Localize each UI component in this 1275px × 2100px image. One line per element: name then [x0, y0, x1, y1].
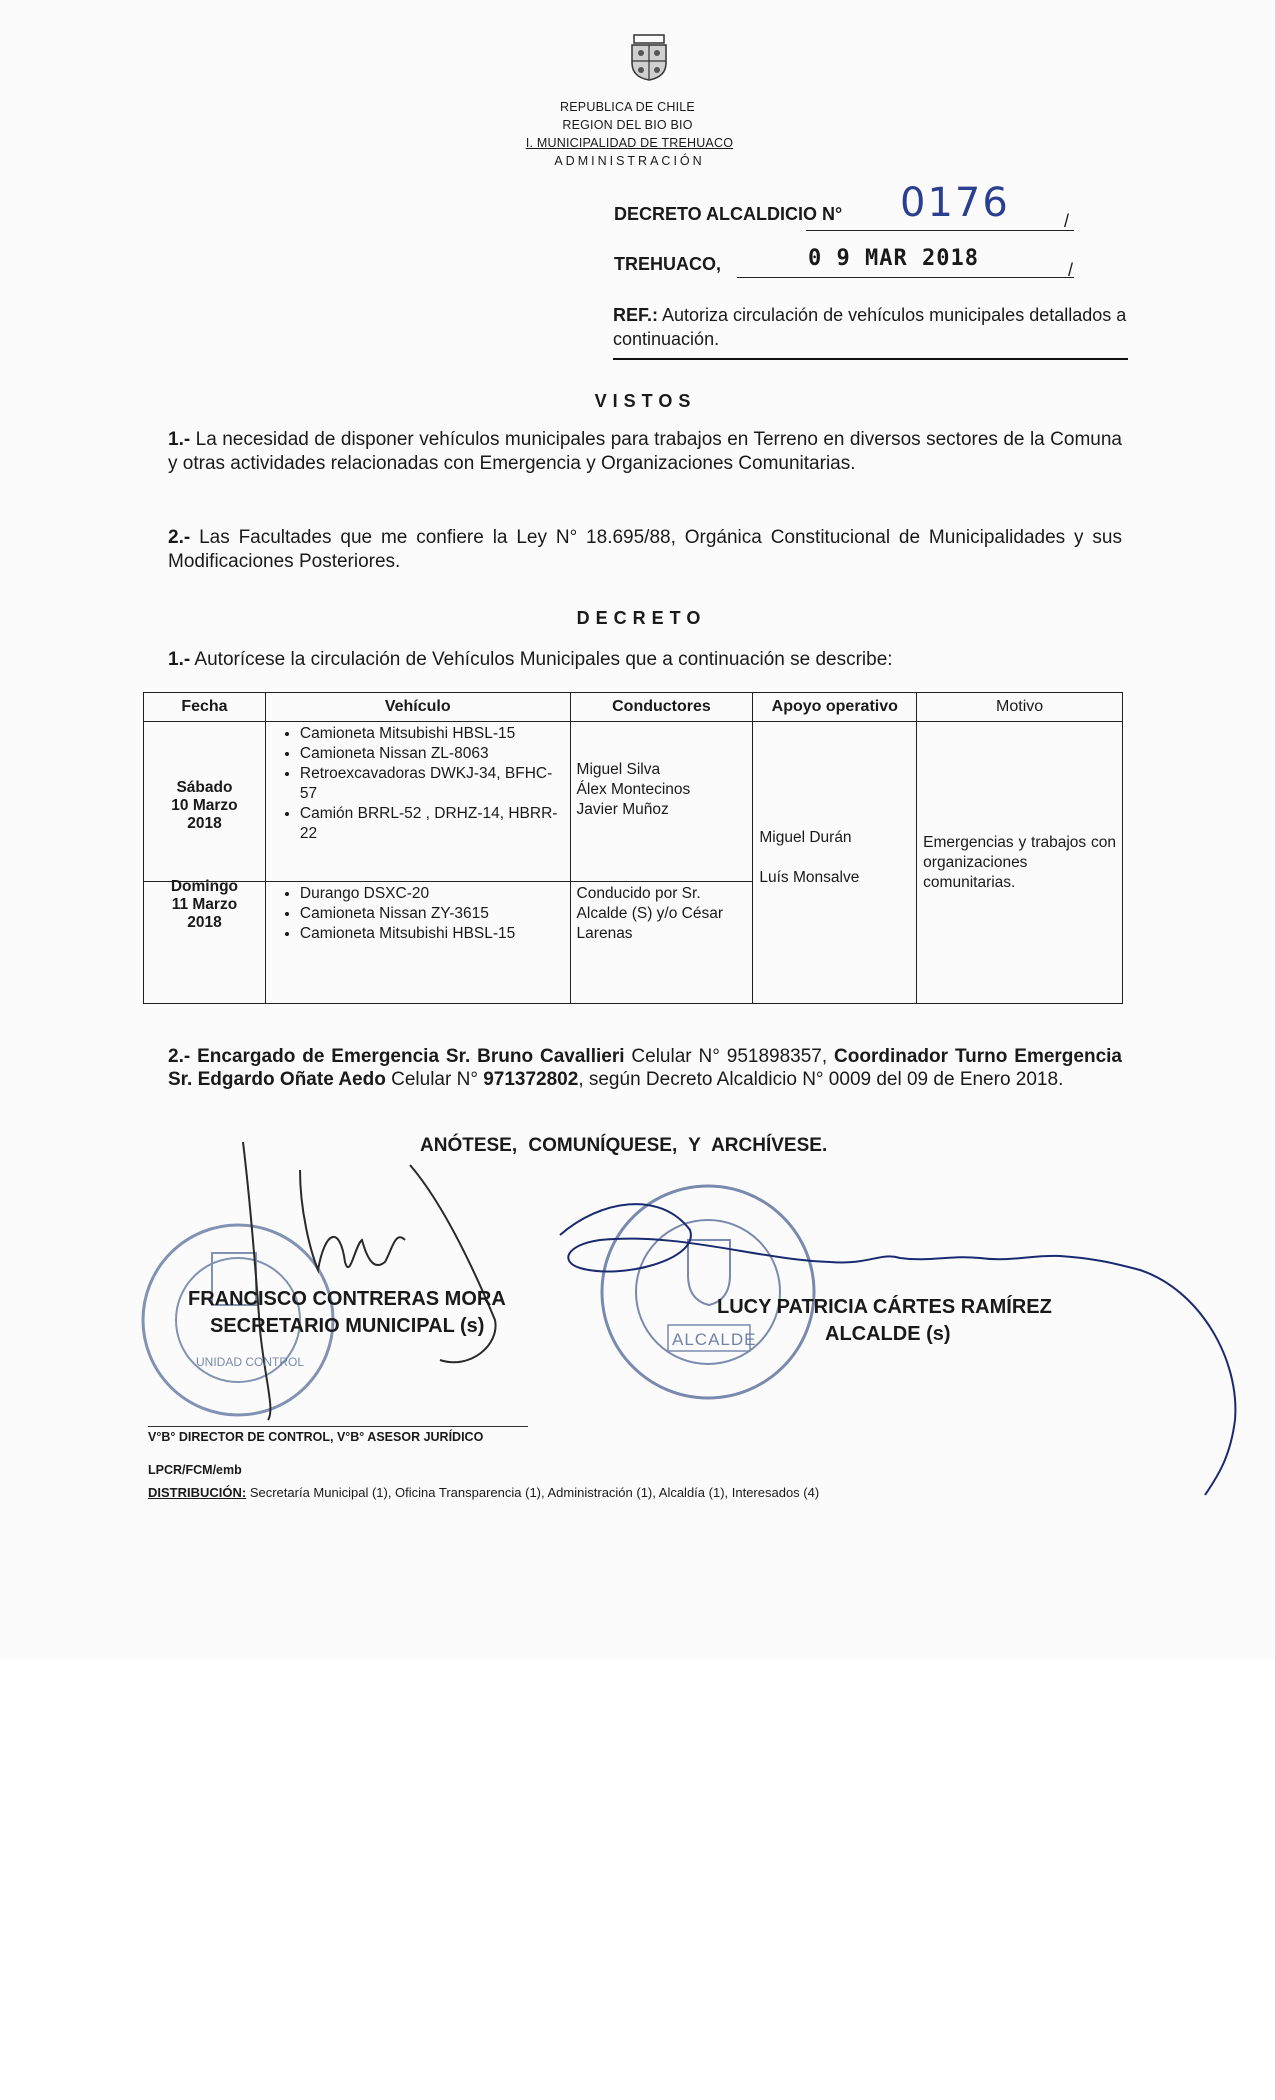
item2-text-c: , según Decreto Alcaldicio N° 0009 del 09 de Enero 2018. — [578, 1069, 1064, 1090]
support-name: Luís Monsalve — [759, 868, 860, 886]
header-department: ADMINISTRACIÓN — [554, 154, 705, 168]
row2-date-year: 2018 — [187, 914, 222, 931]
reference-label: REF.: — [613, 305, 658, 325]
row1-date-day: Sábado — [176, 778, 233, 796]
list-item: • Camioneta Mitsubishi HBSL-15 — [300, 924, 564, 944]
distribution-line — [148, 1485, 819, 1500]
initials: LPCR/FCM/emb — [148, 1463, 242, 1477]
left-stamp-text: UNIDAD CONTROL — [196, 1355, 305, 1369]
vistos-item-2-text: Las Facultades que me confiere la Ley N° 18.695/88, Orgánica Constitucional de Municipalidades y sus Modificaciones Posteriores. — [168, 527, 1122, 572]
header-motivo: Motivo — [917, 693, 1123, 722]
right-stamp-text: ALCALDE — [672, 1330, 757, 1349]
decreto-title: DECRETO — [576, 608, 707, 628]
header-vehiculo: Vehículo — [265, 693, 570, 722]
decree-number-label: DECRETO ALCALDICIO N° — [614, 204, 843, 224]
vb-rule — [148, 1426, 528, 1427]
decree-number-slash: / — [1064, 211, 1070, 231]
driver-name: Javier Muñoz — [576, 801, 669, 818]
closing-formula: ANÓTESE, COMUNÍQUESE, Y ARCHÍVESE. — [420, 1135, 828, 1156]
row1-date-month: 10 Marzo — [171, 796, 238, 814]
row1-date-year: 2018 — [187, 814, 222, 832]
vistos-item-2-number: 2.- — [168, 527, 191, 548]
header-municipality: I. MUNICIPALIDAD DE TREHUACO — [525, 136, 734, 150]
reference-text: Autoriza circulación de vehículos municipales detallados a continuación. — [613, 305, 1127, 349]
place-label: TREHUACO, — [614, 254, 721, 274]
vistos-title: VISTOS — [594, 391, 697, 411]
support-name: Miguel Durán — [759, 828, 852, 846]
header-region: REGION DEL BIO BIO — [562, 118, 693, 132]
right-signer-title: ALCALDE (s) — [825, 1323, 951, 1345]
vistos-item-1-number: 1.- — [168, 429, 191, 450]
vb-line: V°B° DIRECTOR DE CONTROL, V°B° ASESOR JURÍDICO — [148, 1430, 484, 1444]
driver-name: Miguel Silva — [576, 761, 661, 778]
blank-area — [0, 1660, 1275, 2100]
list-item: • Camioneta Nissan ZY-3615 — [300, 904, 564, 924]
list-item: • Camión BRRL-52 , DRHZ-14, HBRR-22 — [300, 804, 564, 844]
header-apoyo: Apoyo operativo — [753, 693, 917, 722]
item2-number: 2.- — [168, 1046, 191, 1067]
list-item: • Retroexcavadoras DWKJ-34, BFHC-57 — [300, 764, 564, 804]
item2-coordinador: Coordinador Turno Emergencia Sr. Edgardo Oñate Aedo — [168, 1046, 1122, 1090]
decreto-item-1-text: Autorícese la circulación de Vehículos Municipales que a continuación se describe: — [194, 649, 893, 670]
header-conductores: Conductores — [570, 693, 753, 722]
right-stamp-icon — [602, 1186, 814, 1398]
item2-text-a: Celular N° 951898357, — [624, 1046, 835, 1067]
item2-text-b: Celular N° — [385, 1069, 484, 1090]
left-signature-scribble — [243, 1142, 496, 1420]
decreto-item-1-number: 1.- — [168, 649, 191, 670]
driver-name: Álex Montecinos — [576, 781, 691, 798]
list-item: • Camioneta Nissan ZL-8063 — [300, 744, 564, 764]
header-fecha: Fecha — [144, 693, 266, 722]
row2-date-month: 11 Marzo — [171, 896, 238, 913]
header-country: REPUBLICA DE CHILE — [560, 100, 695, 114]
right-signature-scribble — [560, 1204, 1235, 1495]
distribution-text: Secretaría Municipal (1), Oficina Transparencia (1), Administración (1), Alcaldía (1), Interesados (4) — [246, 1485, 820, 1500]
decree-number-handwritten: 0176 — [900, 180, 1010, 226]
row2-date-day: Domingo — [170, 878, 239, 895]
right-signer-name: LUCY PATRICIA CÁRTES RAMÍREZ — [717, 1296, 1052, 1318]
row2-drivers: Conducido por Sr. Alcalde (S) y/o César Larenas — [570, 882, 753, 1004]
distribution-label: DISTRIBUCIÓN: — [148, 1485, 247, 1500]
item2-phone: 971372802 — [483, 1069, 579, 1090]
list-item: • Durango DSXC-20 — [300, 884, 564, 904]
date-slash: / — [1068, 260, 1074, 280]
item2-encargado: Encargado de Emergencia Sr. Bruno Cavallieri — [197, 1046, 625, 1067]
date-stamp: 0 9 MAR 2018 — [808, 246, 979, 271]
left-signer-title: SECRETARIO MUNICIPAL (s) — [210, 1315, 485, 1337]
list-item: • Camioneta Mitsubishi HBSL-15 — [300, 724, 564, 744]
motive-cell: Emergencias y trabajos con organizaciones comunitarias. — [917, 722, 1123, 1004]
vistos-item-1-text: La necesidad de disponer vehículos municipales para trabajos en Terreno en diversos sectores de la Comuna y otras actividades relacionadas con Emergencia y Organizaciones Comunitarias. — [168, 429, 1122, 474]
left-signer-name: FRANCISCO CONTRERAS MORA — [188, 1288, 506, 1310]
